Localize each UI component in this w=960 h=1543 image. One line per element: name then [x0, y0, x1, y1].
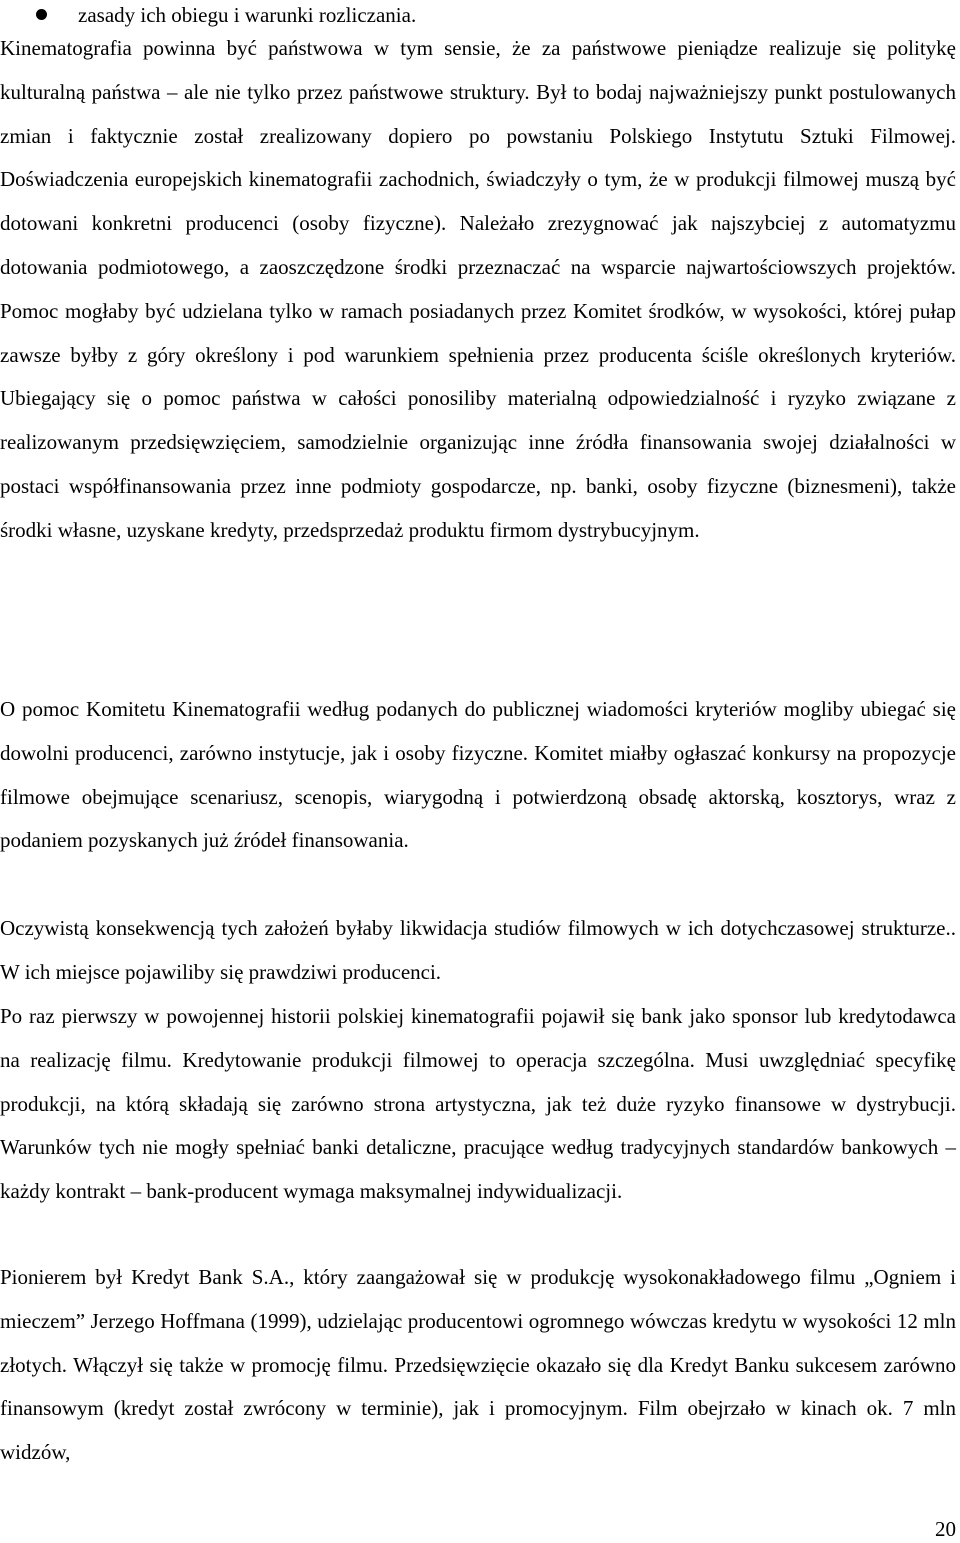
paragraph-kredyt-bank: Pionierem był Kredyt Bank S.A., który zaangażował się w produkcję wysokonakładowego filmu „Ogniem i mieczem” Jerzego Hoffmana (1999), udzielając producentowi ogromnego wówczas kredytu w wysokości 12 mln złotych. Włączył się także w promocję filmu. Przedsięwzięcie okazało się dla Kredyt Banku sukcesem zarówno finansowym (kredyt został zwrócony w terminie), jak i promocyjnym. Film obejrzało w kinach ok. 7 mln widzów,: [0, 1265, 956, 1465]
page-number: 20: [935, 1517, 956, 1541]
paragraph-state-cinema: Kinematografia powinna być państwowa w tym sensie, że za państwowe pieniądze realizuje się politykę kulturalną państwa – ale nie tylko przez państwowe struktury. Był to bodaj najważniejszy punkt postulowanych zmian i faktycznie został zrealizowany dopiero po powstaniu Polskiego Instytutu Sztuki Filmowej. Doświadczenia europejskich kinematografii zachodnich, świadczyły o tym, że w produkcji filmowej muszą być dotowani konkretni producenci (osoby fizyczne). Należało zrezygnować jak najszybciej z automatyzmu dotowania podmiotowego, a zaoszczędzone środki przeznaczać na wsparcie najwartościowszych projektów. Pomoc mogłaby być udzielana tylko w ramach posiadanych przez Komitet środków, w wysokości, której pułap zawsze byłby z góry określony i pod warunkiem spełnienia przez producenta ściśle określonych kryteriów. Ubiegający się o pomoc państwa w całości ponosiliby materialną odpowiedzialność i ryzyko związane z realizowanym przedsięwzięciem, samodzielnie organizując inne źródła finansowania swojej działalności w postaci współfinansowania przez inne podmioty gospodarcze, np. banki, osoby fizyczne (biznesmeni), także środki własne, uzyskane kredyty, przedsprzedaż produktu firmom dystrybucyjnym.: [0, 36, 956, 542]
bullet-item-text: zasady ich obiegu i warunki rozliczania.: [78, 3, 417, 27]
bullet-icon: [36, 9, 47, 20]
paragraph-bank-sponsor: Po raz pierwszy w powojennej historii polskiej kinematografii pojawił się bank jako sponsor lub kredytodawca na realizację filmu. Kredytowanie produkcji filmowej to operacja szczególna. Musi uwzględniać specyfikę produkcji, na którą składają się zarówno strona artystyczna, jak też duże ryzyko finansowe w dystrybucji. Warunków tych nie mogły spełniać banki detaliczne, pracujące według tradycyjnych standardów bankowych – każdy kontrakt – bank-producent wymaga maksymalnej indywidualizacji.: [0, 1004, 956, 1204]
bullet-list-item: [0, 0, 960, 30]
paragraph-studio-liquidation: Oczywistą konsekwencją tych założeń byłaby likwidacja studiów filmowych w ich dotychczasowej strukturze.. W ich miejsce pojawiliby się prawdziwi producenci.: [0, 916, 956, 984]
paragraph-committee-aid: O pomoc Komitetu Kinematografii według podanych do publicznej wiadomości kryteriów mogliby ubiegać się dowolni producenci, zarówno instytucje, jak i osoby fizyczne. Komitet miałby ogłaszać konkursy na propozycje filmowe obejmujące scenariusz, scenopis, wiarygodną i potwierdzoną obsadę aktorską, kosztorys, wraz z podaniem pozyskanych już źródeł finansowania.: [0, 697, 956, 853]
